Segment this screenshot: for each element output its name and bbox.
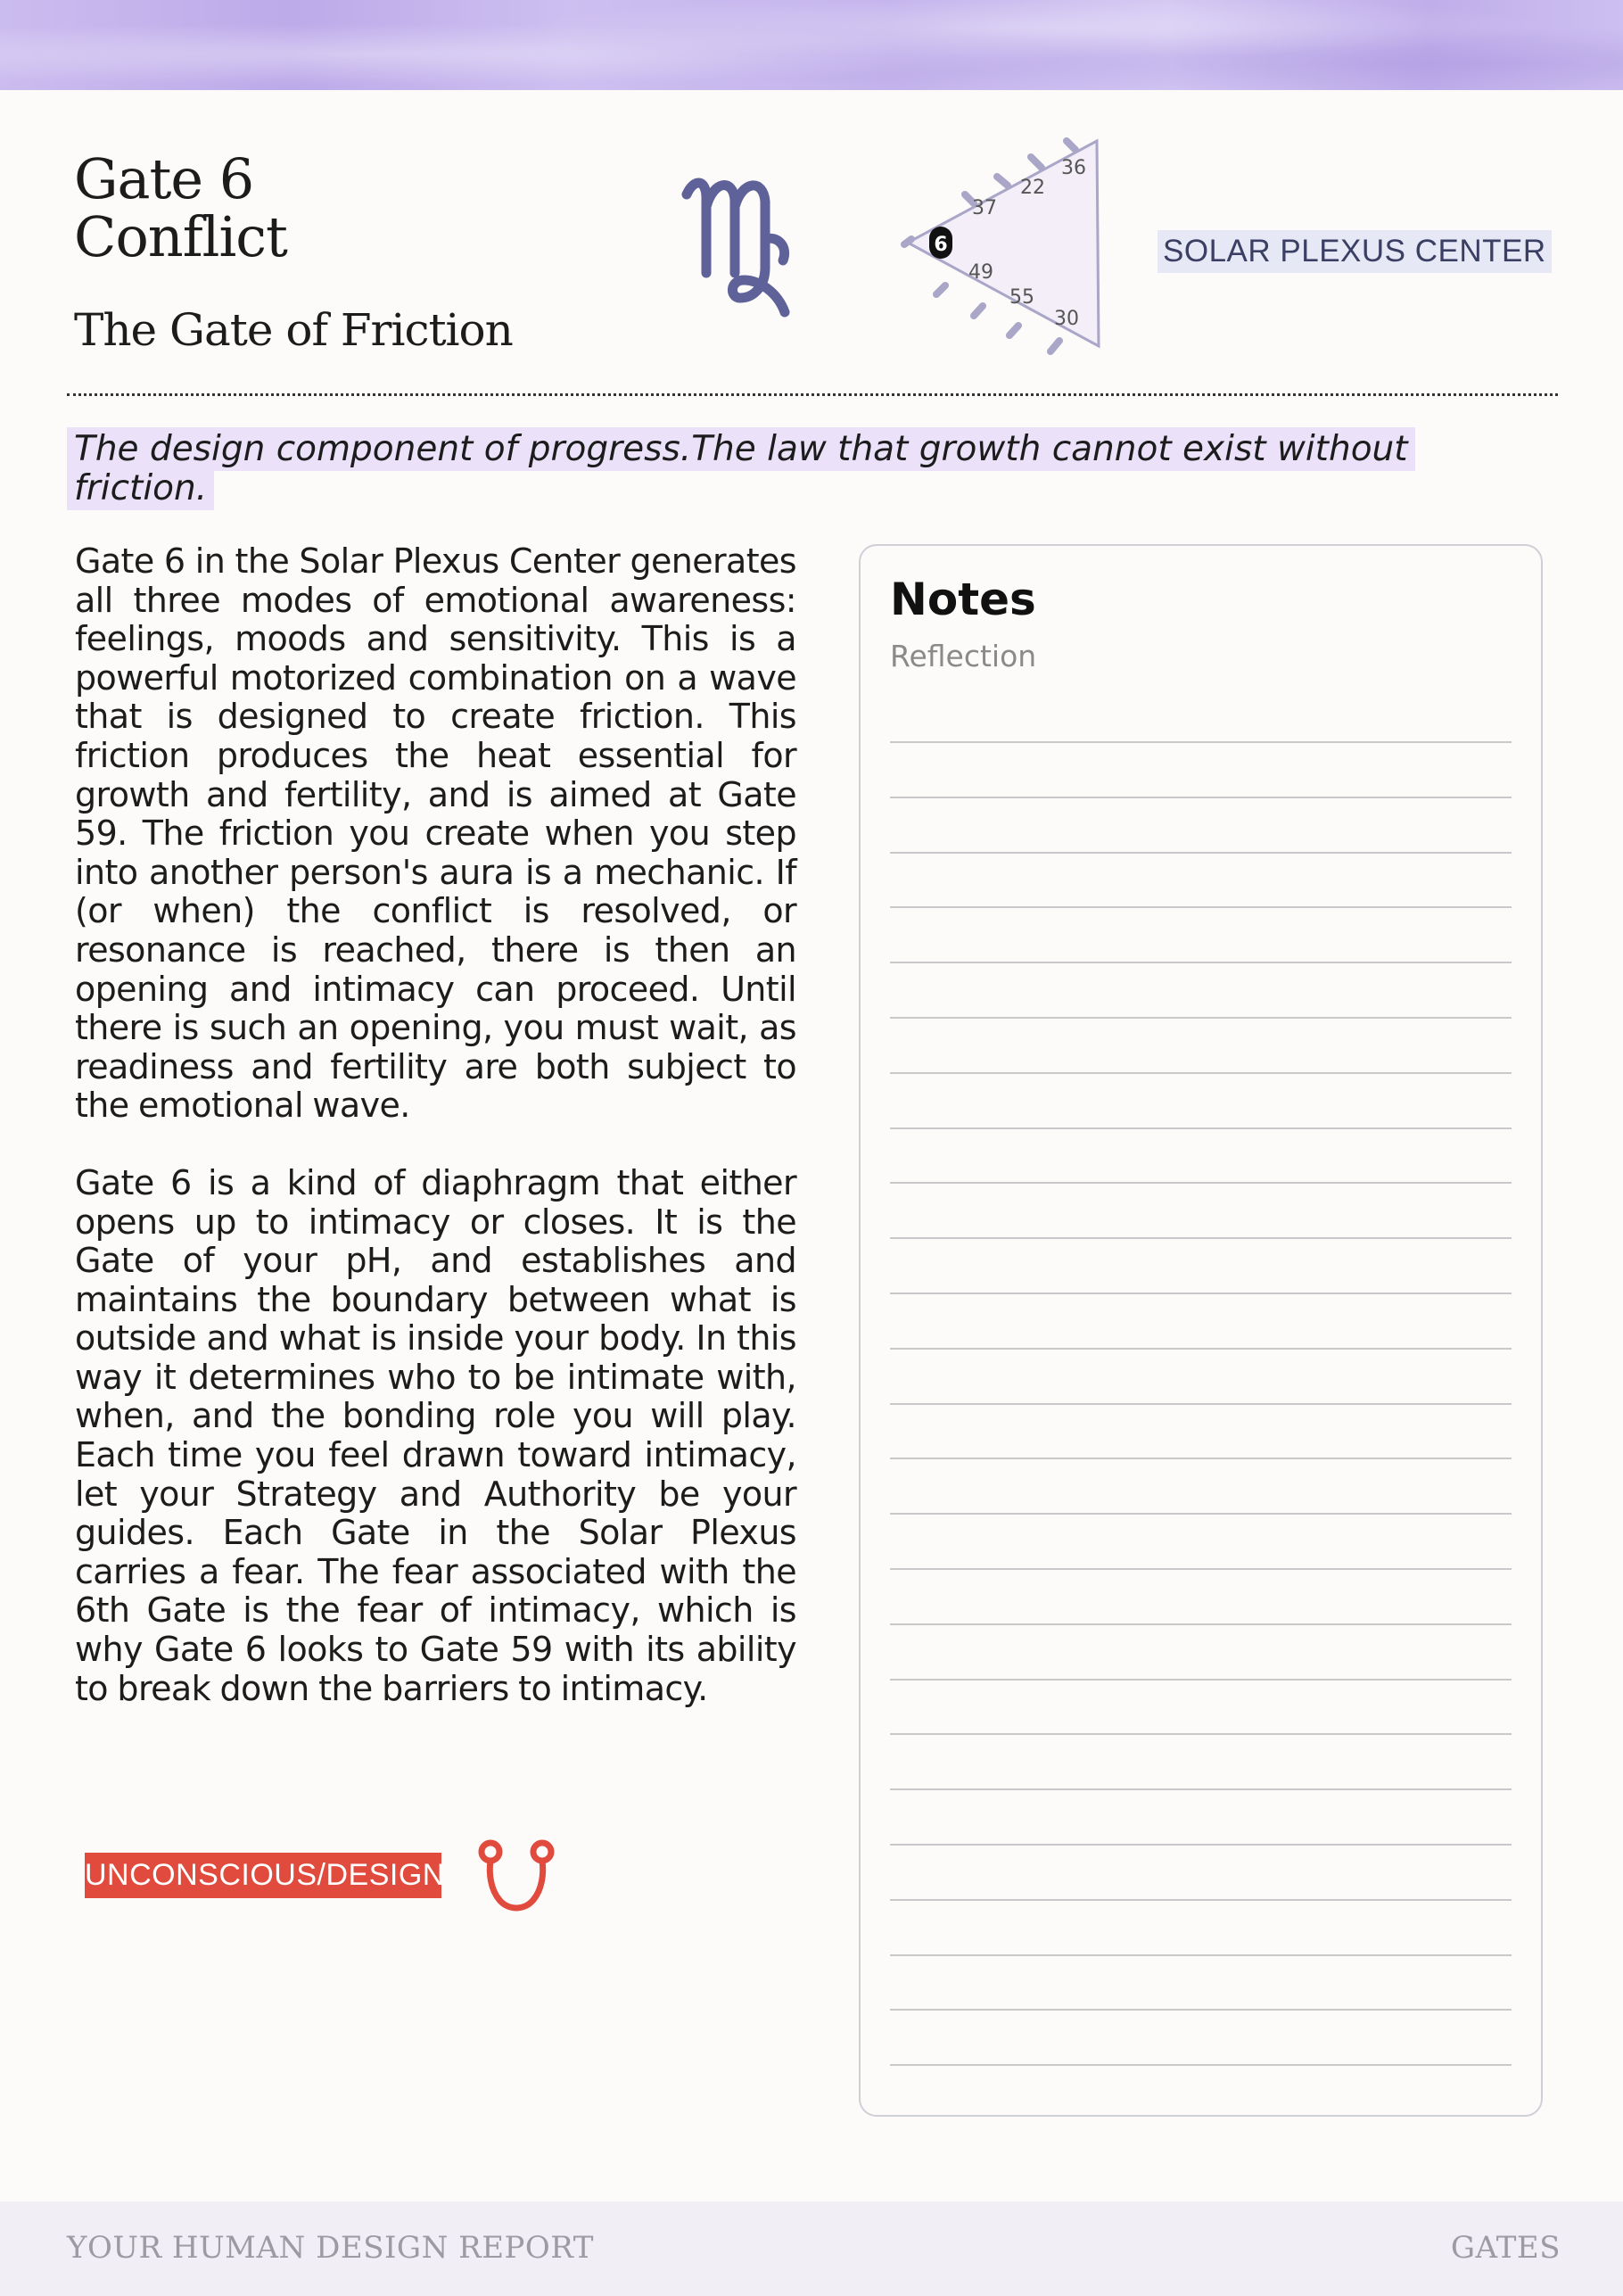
note-writing-line[interactable] — [890, 1623, 1512, 1625]
note-writing-line[interactable] — [890, 1513, 1512, 1515]
gate-label-6: 6 — [934, 234, 948, 256]
note-writing-line[interactable] — [890, 1237, 1512, 1239]
note-writing-line[interactable] — [890, 1679, 1512, 1681]
note-writing-line[interactable] — [890, 1072, 1512, 1074]
design-tag: UNCONSCIOUS/DESIGN — [85, 1853, 441, 1898]
virgo-glyph-icon — [678, 168, 794, 319]
section-divider — [67, 393, 1558, 396]
center-badge: SOLAR PLEXUS CENTER — [1158, 230, 1552, 273]
note-writing-line[interactable] — [890, 1733, 1512, 1735]
gate-label-36: 36 — [1061, 157, 1086, 179]
note-writing-line[interactable] — [890, 962, 1512, 963]
footer-section-label: GATES — [1450, 2230, 1561, 2266]
gate-label-49: 49 — [968, 261, 993, 284]
decorative-header-band — [0, 0, 1623, 90]
notes-subtitle: Reflection — [890, 639, 1037, 673]
gate-number: Gate 6 — [74, 146, 254, 211]
note-writing-line[interactable] — [890, 852, 1512, 854]
gate-subtitle: The Gate of Friction — [74, 304, 513, 356]
note-writing-line[interactable] — [890, 1844, 1512, 1846]
note-writing-line[interactable] — [890, 1403, 1512, 1405]
note-writing-line[interactable] — [890, 797, 1512, 798]
gate-quote-text: The design component of progress.The law that growth cannot exist without friction. — [67, 427, 1415, 510]
note-writing-line[interactable] — [890, 741, 1512, 743]
description-paragraph-2: Gate 6 is a kind of diaphragm that either opens up to intimacy or closes. It is the Gate of your pH, and establishes and maintains the boundary between what is outside and what is inside your body. In this way it determines who to be intimate with, when, and the bonding role you will play. Each time you feel drawn toward intimacy, let your Strategy and Authority be your guides. Each Gate in the Solar Plexus carries a fear. The fear associated with the 6th Gate is the fear of intimacy, which is why Gate 6 looks to Gate 59 with its ability to break down the barriers to intimacy. — [75, 1162, 796, 1708]
gate-label-30: 30 — [1054, 308, 1079, 330]
note-writing-line[interactable] — [890, 2064, 1512, 2066]
note-writing-line[interactable] — [890, 1293, 1512, 1294]
south-node-icon — [478, 1838, 555, 1918]
solar-plexus-center-diagram — [901, 134, 1115, 357]
note-writing-line[interactable] — [890, 1954, 1512, 1956]
page-footer — [0, 2201, 1623, 2296]
description-paragraph-1: Gate 6 in the Solar Plexus Center generates all three modes of emotional awareness: feelings, moods and sensitivity. This is a powerful motorized combination on a wave that is designed to create friction. This friction produces the heat essential for growth and fertility, and is aimed at Gate 59. The friction you create when you step into another person's aura is a mechanic. If (or when) the conflict is resolved, or resonance is reached, there is then an opening and intimacy can proceed. Until there is such an opening, you must wait, as readiness and fertility are both subject to the emotional wave. — [75, 541, 796, 1126]
note-writing-line[interactable] — [890, 1127, 1512, 1129]
footer-report-title: YOUR HUMAN DESIGN REPORT — [67, 2230, 594, 2266]
note-writing-line[interactable] — [890, 2009, 1512, 2011]
note-writing-line[interactable] — [890, 1568, 1512, 1570]
note-writing-line[interactable] — [890, 1788, 1512, 1790]
note-writing-line[interactable] — [890, 906, 1512, 908]
gate-description — [75, 542, 796, 1747]
gate-label-37: 37 — [972, 197, 997, 219]
note-writing-line[interactable] — [890, 1348, 1512, 1350]
gate-label-55: 55 — [1009, 286, 1034, 309]
notes-card — [859, 544, 1543, 2117]
notes-title: Notes — [890, 574, 1036, 625]
gate-name: Conflict — [74, 204, 287, 269]
note-writing-line[interactable] — [890, 1899, 1512, 1901]
note-writing-line[interactable] — [890, 1182, 1512, 1184]
gate-label-22: 22 — [1020, 177, 1045, 199]
note-writing-line[interactable] — [890, 1458, 1512, 1459]
gate-quote — [67, 430, 1458, 508]
active-gate-marker — [929, 227, 952, 259]
note-writing-line[interactable] — [890, 1017, 1512, 1019]
